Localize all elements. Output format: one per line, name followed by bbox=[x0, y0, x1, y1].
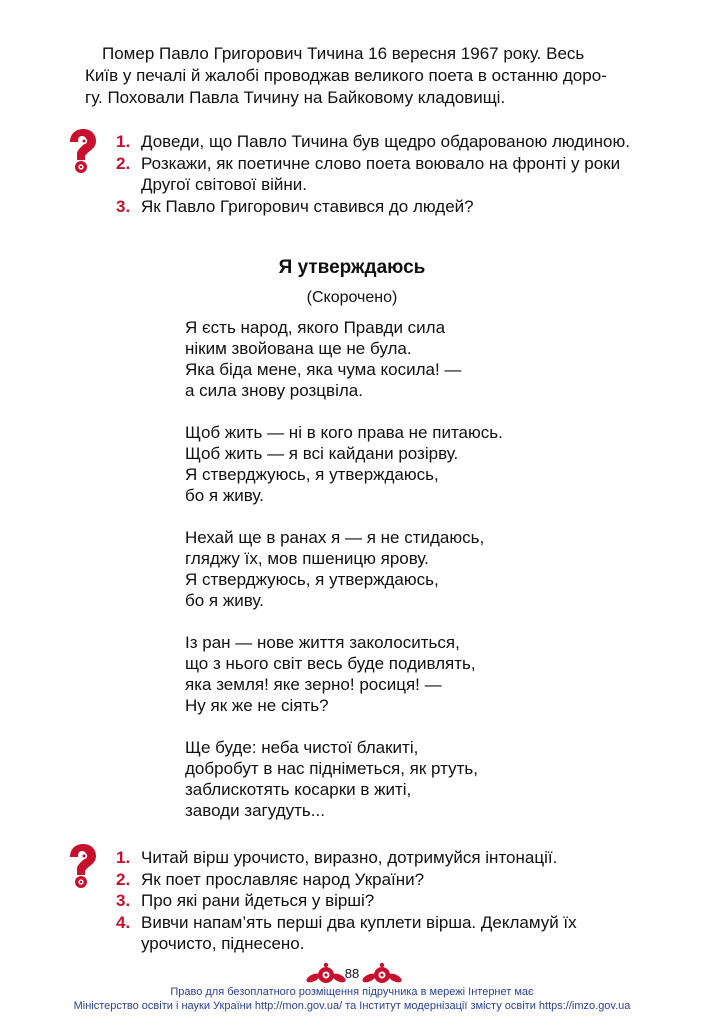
intro-paragraph bbox=[85, 43, 640, 109]
question-mark-icon bbox=[64, 843, 98, 889]
footer-line: Міністерство освіти і науки України http://mon.gov.ua/ та Інститут модернізації змісту освіти https://imzo.gov.ua bbox=[73, 1000, 631, 1012]
poem-stanza: Із ран — нове життя заколоситься, що з нього світ весь буде подивлять, яка земля! яке зерно! росиця! — Ну як же не сіять? bbox=[185, 633, 476, 715]
intro-line: гу. Поховали Павла Тичину на Байковому кладовищі. bbox=[85, 88, 506, 107]
poem-stanza: Нехай ще в ранах я — я не стидаюсь, гляджу їх, мов пшеницю ярову. Я стверджуюсь, я утверждаюсь, бо я живу. bbox=[185, 528, 485, 610]
poem-stanza: Ще буде: неба чистої блакиті, добробут в нас підніметься, як ртуть, заблискотять косарки в житі, заводи загудуть... bbox=[185, 738, 478, 820]
footer-notice bbox=[0, 985, 704, 1013]
intro-line: Помер Павло Григорович Тичина 16 вересня 1967 року. Весь bbox=[102, 44, 585, 63]
footer-line: Право для безоплатного розміщення підручника в мережі Інтернет має bbox=[170, 986, 534, 998]
questions-list-2 bbox=[116, 847, 646, 955]
list-item: 1. Читай вірш урочисто, виразно, дотримуйся інтонації. bbox=[116, 848, 558, 867]
intro-line: Київ у печалі й жалобі проводжав великого поета в останню доро- bbox=[85, 66, 607, 85]
questions-list-1 bbox=[116, 131, 646, 217]
page-number: 88 bbox=[344, 966, 360, 981]
poem-body bbox=[185, 317, 605, 842]
list-item: 1. Доведи, що Павло Тичина був щедро обдарованою людиною. bbox=[116, 132, 630, 151]
list-item: 3. Як Павло Григорович ставився до людей? bbox=[116, 196, 474, 216]
poem-title: Я утверждаюсь bbox=[278, 257, 426, 278]
list-item: 2. Розкажи, як поетичне слово поета воювало на фронті у роки Другої світової війни. bbox=[116, 153, 621, 194]
list-item: 3. Про які рани йдеться у вірші? bbox=[116, 891, 375, 910]
poem-stanza: Я єсть народ, якого Правди сила ніким звойована ще не була. Яка біда мене, яка чума косила! — а сила знову розцвіла. bbox=[185, 318, 462, 400]
list-item: 4. Вивчи напам’ять перші два куплети вірша. Декламуй їх урочисто, піднесено. bbox=[116, 912, 577, 953]
list-item: 2. Як поет прославляє народ України? bbox=[116, 869, 425, 889]
poem-subtitle: (Скорочено) bbox=[306, 289, 398, 306]
poem-stanza: Щоб жить — ні в кого права не питаюсь. Щоб жить — я всі кайдани розірву. Я стверджуюсь, я утверждаюсь, бо я живу. bbox=[185, 423, 503, 505]
question-mark-icon bbox=[64, 128, 98, 174]
